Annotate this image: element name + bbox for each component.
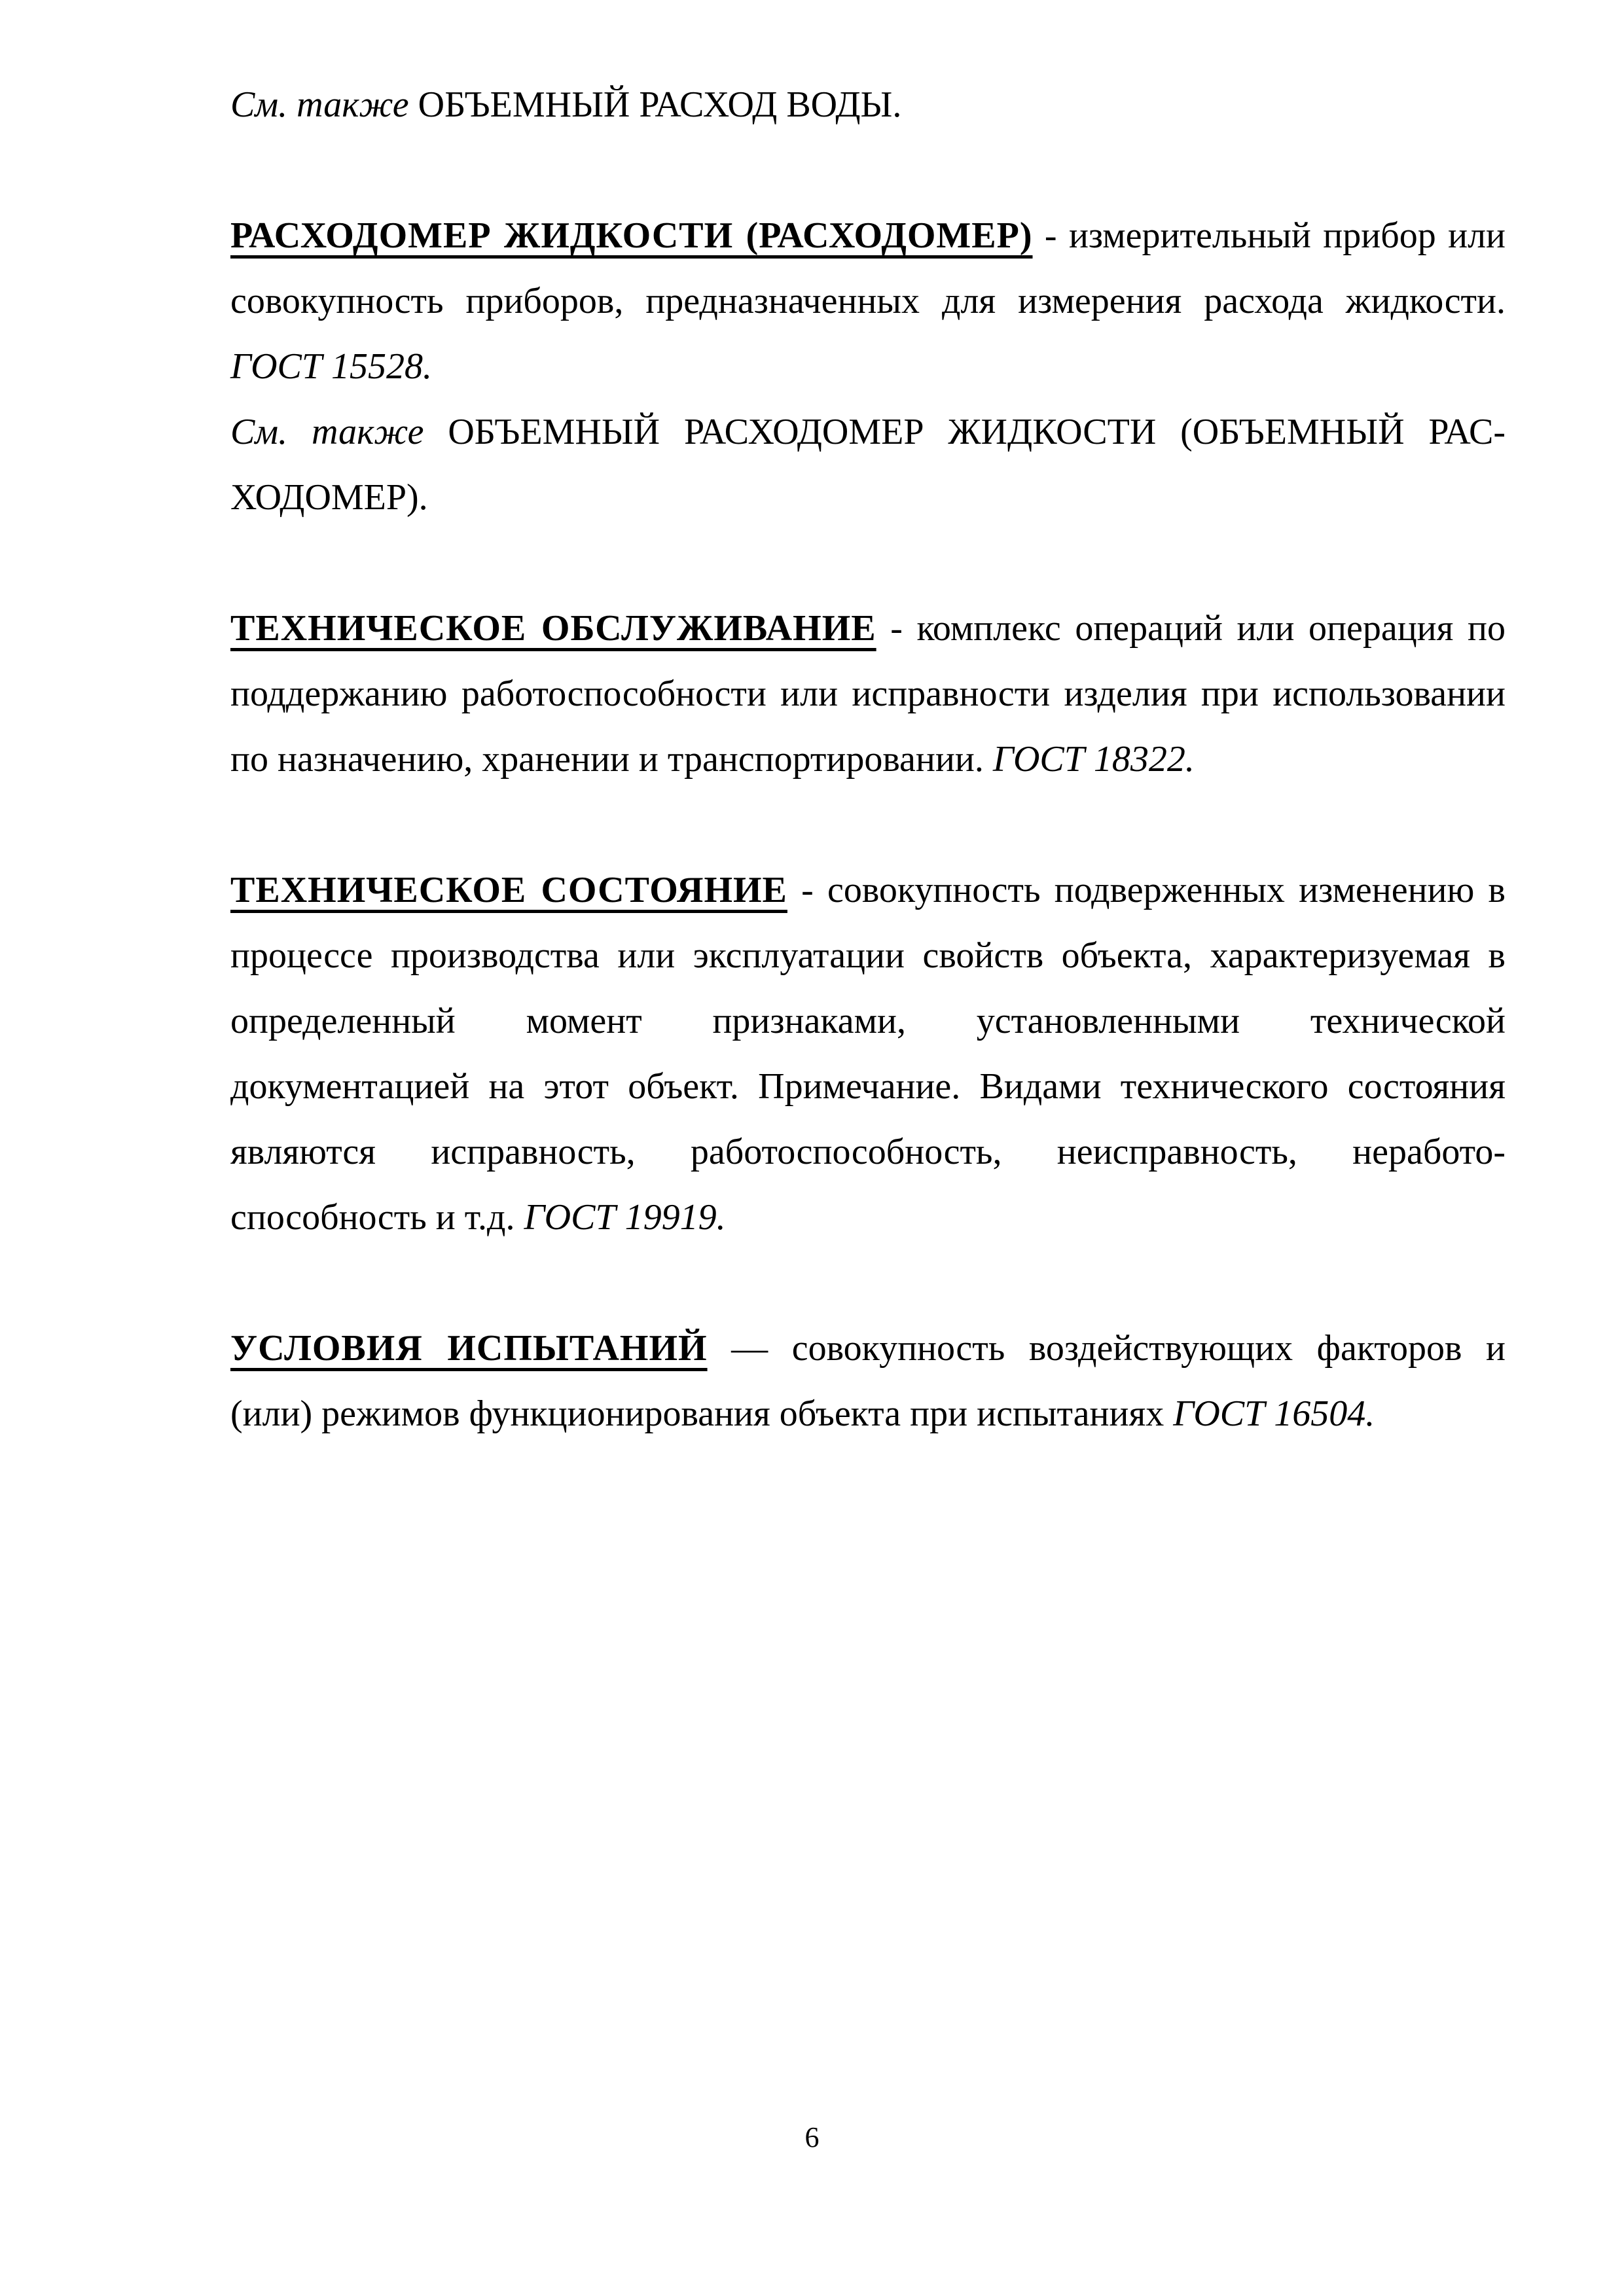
document-body bbox=[230, 72, 1506, 1446]
entry-definition: — совокупность воздействующих факторов и (или) режимов функционирования объекта при испытаниях bbox=[230, 1328, 1506, 1434]
entry-standard: ГОСТ 16504. bbox=[1173, 1393, 1375, 1434]
see-also-line bbox=[230, 399, 1506, 530]
entry-standard: ГОСТ 18322. bbox=[992, 739, 1195, 780]
see-also-ref: ОБЪЕМНЫЙ РАСХОДОМЕР ЖИДКОСТИ (ОБЪЕМНЫЙ РАСХОДОМЕР). bbox=[230, 412, 1506, 518]
entry-term: УСЛОВИЯ ИСПЫТАНИЙ bbox=[230, 1328, 708, 1369]
entry-term: ТЕХНИЧЕСКОЕ СОСТОЯНИЕ bbox=[230, 870, 787, 910]
see-also-ref: ОБЪЕМНЫЙ РАСХОД ВОДЫ. bbox=[418, 84, 902, 125]
paragraph-gap bbox=[230, 530, 1506, 596]
entry-term: РАСХОДОМЕР ЖИДКОСТИ (РАСХОДОМЕР) bbox=[230, 215, 1033, 256]
entry-term: ТЕХНИЧЕСКОЕ ОБСЛУЖИВАНИЕ bbox=[230, 608, 876, 649]
paragraph-gap bbox=[230, 1250, 1506, 1316]
entry-standard: ГОСТ 15528. bbox=[230, 346, 433, 387]
entry-definition: - совокупность подверженных изменению в процессе производства или эксплуатации свойств объекта, характеризуемая в определенный момент признаками, установленными технической документацией на этот объект. Примечание. Видами технического состояния являются исправность, работоспособность, неисправность, неработоспособность и т.д. bbox=[230, 870, 1506, 1238]
glossary-entry bbox=[230, 1316, 1506, 1446]
page-number: 6 bbox=[804, 2121, 820, 2153]
see-also-prefix: См. также bbox=[230, 412, 424, 452]
paragraph-gap bbox=[230, 137, 1506, 203]
see-also-line bbox=[230, 72, 1506, 137]
entry-definition: - измерительный прибор или совокупность приборов, предназначенных для измерения расхода жидкости. bbox=[230, 215, 1506, 321]
glossary-entry bbox=[230, 857, 1506, 1250]
entry-definition: - комплекс операций или операция по поддержанию работоспособности или исправности изделия при использовании по назначению, хранении и транспортировании. bbox=[230, 608, 1506, 780]
see-also-prefix: См. также bbox=[230, 84, 409, 125]
glossary-entry bbox=[230, 203, 1506, 399]
paragraph-gap bbox=[230, 792, 1506, 857]
glossary-entry bbox=[230, 596, 1506, 792]
entry-standard: ГОСТ 19919. bbox=[524, 1197, 726, 1238]
